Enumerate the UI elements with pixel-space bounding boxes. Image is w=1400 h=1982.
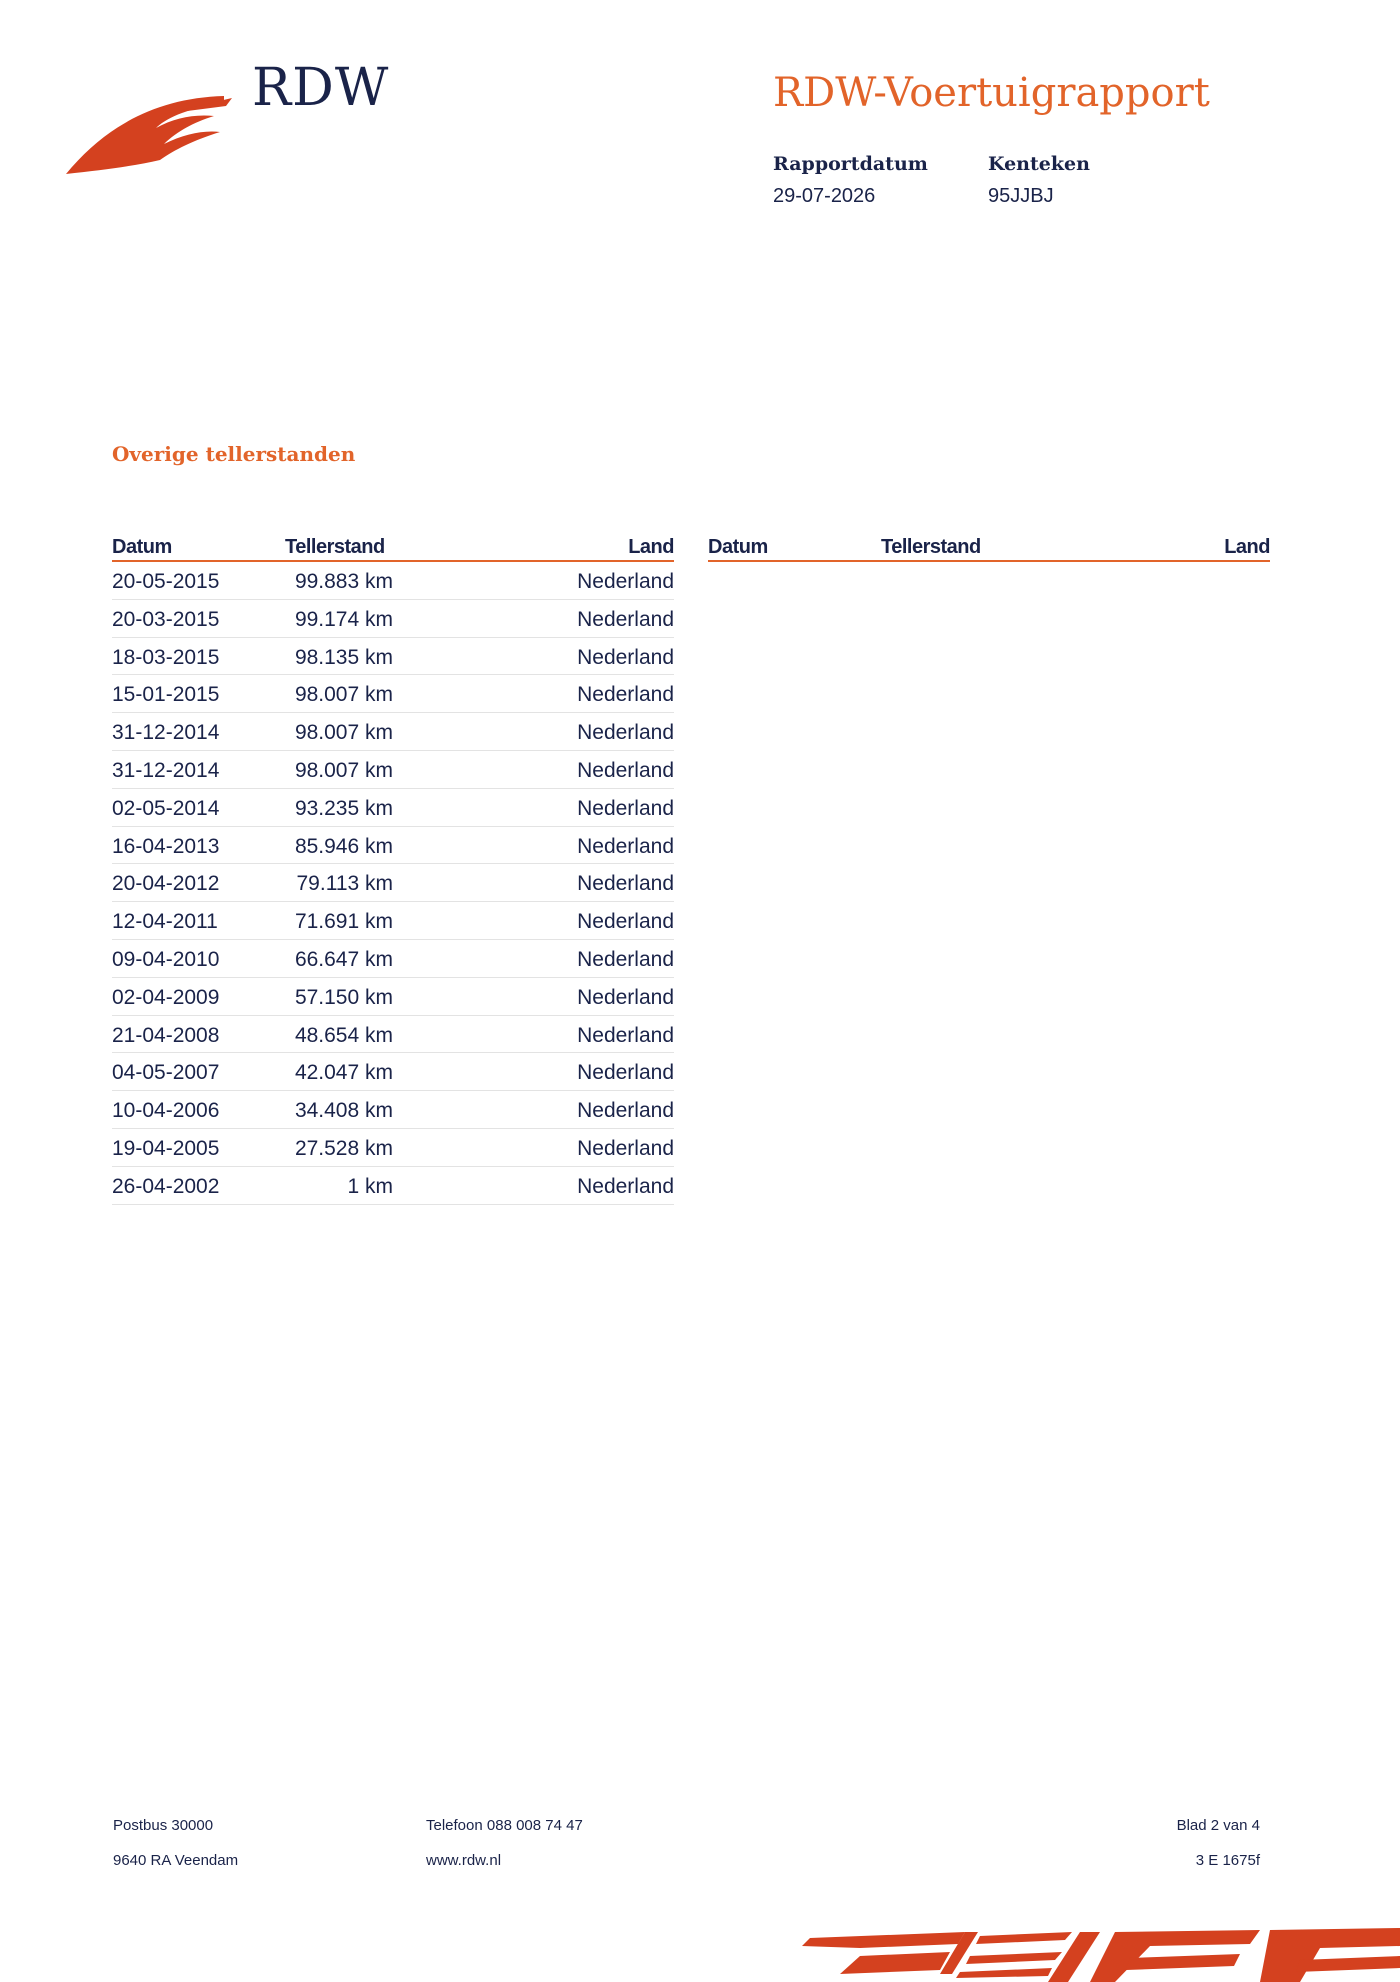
header-land: Land — [628, 536, 674, 558]
footer-address-line1: Postbus 30000 — [113, 1817, 214, 1834]
row-tellerstand: 34.408 km — [294, 1099, 393, 1123]
row-tellerstand: 1 km — [347, 1174, 393, 1198]
row-tellerstand: 99.883 km — [294, 570, 393, 593]
row-datum: 04-05-2007 — [112, 1061, 220, 1085]
odometer-table-right — [708, 534, 1270, 562]
row-land: Nederland — [577, 570, 674, 593]
table-body — [112, 562, 674, 1205]
row-tellerstand: 42.047 km — [294, 1061, 393, 1085]
report-title: RDW-Voertuigrapport — [773, 70, 1210, 116]
row-tellerstand: 98.007 km — [294, 683, 393, 707]
kenteken-value: 95JJBJ — [988, 185, 1054, 207]
odometer-table-left — [112, 534, 674, 1205]
row-land: Nederland — [577, 796, 674, 820]
row-land: Nederland — [577, 947, 674, 971]
row-tellerstand: 99.174 km — [294, 607, 393, 631]
row-datum: 10-04-2006 — [112, 1099, 220, 1123]
row-tellerstand: 27.528 km — [294, 1136, 393, 1160]
row-tellerstand: 85.946 km — [294, 834, 393, 858]
row-land: Nederland — [577, 1136, 674, 1160]
table-row — [112, 902, 674, 940]
table-row — [112, 1016, 674, 1054]
row-datum: 20-03-2015 — [112, 607, 220, 631]
table-row — [112, 789, 674, 827]
row-datum: 15-01-2015 — [112, 683, 220, 707]
row-land: Nederland — [577, 1061, 674, 1085]
row-datum: 21-04-2008 — [112, 1023, 220, 1047]
table-row — [112, 978, 674, 1016]
logo-text: RDW — [252, 58, 390, 118]
row-land: Nederland — [577, 985, 674, 1009]
row-datum: 20-04-2012 — [112, 872, 220, 896]
table-row — [112, 751, 674, 789]
row-datum: 09-04-2010 — [112, 947, 220, 971]
row-datum: 31-12-2014 — [112, 758, 220, 782]
row-tellerstand: 66.647 km — [294, 947, 393, 971]
table-header — [112, 534, 674, 562]
rapportdatum-value: 29-07-2026 — [773, 185, 876, 207]
row-land: Nederland — [577, 1099, 674, 1123]
footer-code: 3 E 1675f — [1195, 1852, 1260, 1869]
row-land: Nederland — [577, 1023, 674, 1047]
header-land: Land — [1224, 536, 1270, 558]
table-row — [112, 1129, 674, 1167]
table-header — [708, 534, 1270, 562]
row-tellerstand: 79.113 km — [296, 872, 393, 896]
table-row — [112, 675, 674, 713]
header-datum: Datum — [112, 536, 172, 558]
row-land: Nederland — [577, 1174, 674, 1198]
table-row — [112, 1167, 674, 1205]
row-datum: 02-05-2014 — [112, 796, 220, 820]
header-datum: Datum — [708, 536, 768, 558]
row-datum: 02-04-2009 — [112, 985, 220, 1009]
row-tellerstand: 98.007 km — [294, 721, 393, 745]
row-tellerstand: 98.007 km — [294, 758, 393, 782]
table-row — [112, 864, 674, 902]
row-land: Nederland — [577, 872, 674, 896]
table-row — [112, 562, 674, 600]
table-row — [112, 713, 674, 751]
table-row — [112, 940, 674, 978]
row-tellerstand: 93.235 km — [294, 796, 393, 820]
row-datum: 19-04-2005 — [112, 1136, 220, 1160]
header-tellerstand: Tellerstand — [285, 536, 385, 558]
footer-phone: Telefoon 088 008 74 47 — [426, 1817, 583, 1834]
row-tellerstand: 98.135 km — [294, 645, 393, 669]
row-land: Nederland — [577, 607, 674, 631]
row-datum: 16-04-2013 — [112, 834, 220, 858]
footer-page-number: Blad 2 van 4 — [1176, 1817, 1260, 1834]
row-datum: 31-12-2014 — [112, 721, 220, 745]
table-row — [112, 1091, 674, 1129]
table-row — [112, 827, 674, 865]
row-datum: 18-03-2015 — [112, 645, 220, 669]
row-land: Nederland — [577, 683, 674, 707]
header-tellerstand: Tellerstand — [881, 536, 981, 558]
row-land: Nederland — [577, 645, 674, 669]
row-land: Nederland — [577, 721, 674, 745]
table-row — [112, 638, 674, 676]
section-title: Overige tellerstanden — [112, 442, 356, 466]
footer-website[interactable]: www.rdw.nl — [426, 1852, 502, 1869]
row-land: Nederland — [577, 758, 674, 782]
row-tellerstand: 71.691 km — [294, 910, 393, 934]
kenteken-label: Kenteken — [988, 153, 1090, 175]
row-tellerstand: 48.654 km — [294, 1023, 393, 1047]
rapportdatum-label: Rapportdatum — [773, 153, 928, 175]
rdw-stripes-icon — [800, 1926, 1400, 1982]
row-datum: 12-04-2011 — [112, 910, 218, 934]
table-row — [112, 600, 674, 638]
row-land: Nederland — [577, 910, 674, 934]
row-tellerstand: 57.150 km — [294, 985, 393, 1009]
row-datum: 20-05-2015 — [112, 570, 220, 593]
footer-address-line2: 9640 RA Veendam — [113, 1852, 239, 1869]
row-land: Nederland — [577, 834, 674, 858]
table-row — [112, 1053, 674, 1091]
row-datum: 26-04-2002 — [112, 1174, 220, 1198]
